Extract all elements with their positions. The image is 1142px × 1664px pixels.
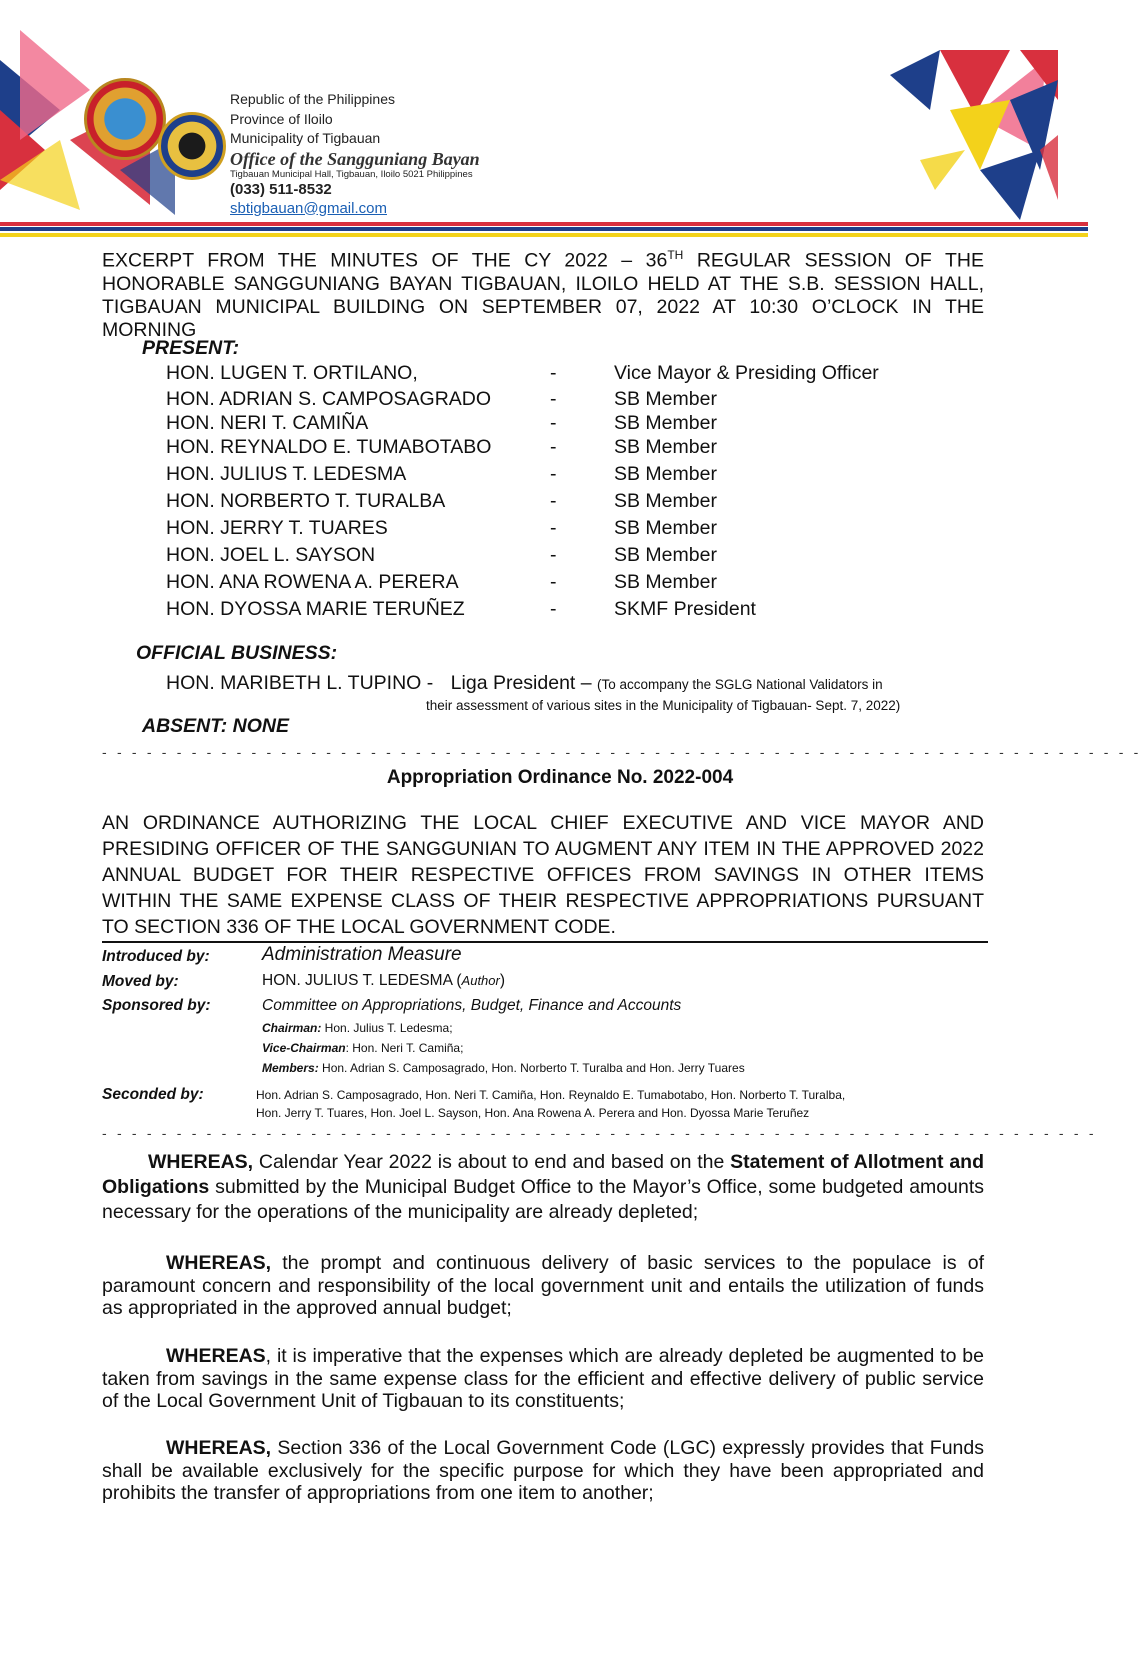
whereas-clause-2	[102, 1252, 984, 1320]
member-role: SKMF President	[614, 598, 756, 620]
introduced-by-label: Introduced by:	[102, 948, 210, 965]
ordinance-line-4: WITHIN THE SAME EXPENSE CLASS OF THEIR RESPECTIVE APPROPRIATIONS PURSUANT	[102, 890, 984, 912]
whereas-clause-4	[102, 1437, 984, 1505]
whereas-3-text: , it is imperative that the expenses which are already depleted be augmented to be taken from savings in the same expense class for the efficient and effective delivery of public service of the Local Government Unit of Tigbauan to its constituents;	[102, 1345, 984, 1412]
whereas-1-text-2: submitted by the Municipal Budget Office to the Mayor’s Office, some budgeted amounts necessary for the operations of the municipality are already depleted;	[102, 1176, 984, 1223]
seconded-by-line-1: Hon. Adrian S. Camposagrado, Hon. Neri T. Camiña, Hon. Reynaldo E. Tumabotabo, Hon. Norberto T. Turalba,	[256, 1088, 846, 1102]
member-name: HON. NORBERTO T. TURALBA	[166, 490, 446, 512]
whereas-1-text: Calendar Year 2022 is about to end and based on the	[253, 1151, 731, 1173]
member-role: SB Member	[614, 544, 717, 566]
stripe-blue	[0, 227, 1088, 231]
present-label: PRESENT:	[142, 337, 240, 359]
member-name: HON. ADRIAN S. CAMPOSAGRADO	[166, 388, 492, 410]
whereas-4-text: Section 336 of the Local Government Code (LGC) expressly provides that Funds shall be available exclusively for the specific purpose for which they have been appropriated and prohibits the transfer of appropriations from one item to another;	[102, 1437, 984, 1504]
member-role: SB Member	[614, 463, 717, 485]
member-dash: -	[550, 412, 557, 434]
members-label: Members:	[262, 1061, 319, 1075]
letterhead	[230, 90, 480, 218]
excerpt-line-1	[102, 244, 984, 273]
member-role: Vice Mayor & Presiding Officer	[614, 362, 879, 384]
member-name: HON. ANA ROWENA A. PERERA	[166, 571, 459, 593]
member-role: SB Member	[614, 571, 717, 593]
minutes-excerpt	[102, 244, 984, 342]
chairman-value: Hon. Julius T. Ledesma;	[321, 1021, 453, 1035]
whereas-4-lead: WHEREAS,	[166, 1437, 272, 1459]
header-phone: (033) 511-8532	[230, 180, 332, 198]
sponsored-by-value: Committee on Appropriations, Budget, Finance and Accounts	[262, 997, 682, 1014]
member-name: HON. DYOSSA MARIE TERUÑEZ	[166, 598, 465, 620]
header-right-decoration	[790, 40, 1088, 225]
whereas-1-lead: WHEREAS,	[148, 1151, 254, 1173]
moved-by-close: )	[499, 972, 506, 989]
ordinance-body	[102, 810, 984, 940]
chairman-line	[262, 1021, 453, 1035]
excerpt-ordinal: TH	[667, 248, 684, 262]
member-dash: -	[550, 362, 557, 384]
header-municipality: Municipality of Tigbauan	[230, 130, 381, 146]
members-line	[262, 1061, 745, 1075]
member-role: SB Member	[614, 412, 717, 434]
separator-line: - - - - - - - - - - - - - - - - - - - - - - - - - - - - - - - - - - - - - - - - - - - - - - - - - - - - - - - - - - - - - - - - - - - - - -	[102, 744, 1142, 760]
official-business-note: (To accompany the SGLG National Validators in	[597, 677, 883, 692]
header-province: Province of Iloilo	[230, 110, 333, 127]
excerpt-line-2: HONORABLE SANGGUNIANG BAYAN TIGBAUAN, ILOILO HELD AT THE S.B. SESSION HALL,	[102, 272, 984, 295]
excerpt-line-1-end: REGULAR SESSION OF THE	[683, 249, 984, 272]
excerpt-line-4: MORNING	[102, 318, 197, 341]
member-role: SB Member	[614, 490, 717, 512]
whereas-3-lead: WHEREAS	[166, 1345, 266, 1367]
moved-by-name: HON. JULIUS T. LEDESMA (	[262, 972, 462, 989]
member-dash: -	[550, 490, 557, 512]
member-dash: -	[550, 571, 557, 593]
introduced-by-value: Administration Measure	[262, 944, 462, 965]
official-business-entry	[166, 672, 883, 695]
whereas-1-bold: Statement of Allotment and Obligations	[102, 1151, 984, 1198]
header-email-link[interactable]: sbtigbauan@gmail.com	[230, 199, 387, 217]
official-business-role: Liga President –	[450, 672, 592, 694]
member-role: SB Member	[614, 517, 717, 539]
vice-chairman-label: Vice-Chairman	[262, 1041, 346, 1055]
moved-by-author: Author	[461, 973, 500, 988]
header-address: Tigbauan Municipal Hall, Tigbauan, Iloilo 5021 Philippines	[230, 168, 473, 180]
header-office: Office of the Sangguniang Bayan	[230, 148, 480, 169]
vice-chairman-value: : Hon. Neri T. Camiña;	[345, 1041, 464, 1055]
municipality-seal	[84, 78, 166, 160]
horizontal-rule	[102, 941, 988, 943]
member-dash: -	[550, 544, 557, 566]
ordinance-line-5: TO SECTION 336 OF THE LOCAL GOVERNMENT CODE.	[102, 916, 616, 938]
member-dash: -	[550, 463, 557, 485]
official-business-label: OFFICIAL BUSINESS:	[136, 642, 338, 664]
header-country: Republic of the Philippines	[230, 91, 395, 107]
sponsored-by-label: Sponsored by:	[102, 997, 211, 1014]
official-business-note-cont: their assessment of various sites in the Municipality of Tigbauan- Sept. 7, 2022)	[426, 698, 901, 713]
stripe-yellow	[0, 233, 1088, 237]
sangguniang-bayan-seal	[158, 112, 226, 180]
official-business-name: HON. MARIBETH L. TUPINO -	[166, 672, 434, 694]
member-name: HON. REYNALDO E. TUMABOTABO	[166, 436, 492, 458]
chairman-label: Chairman:	[262, 1021, 322, 1035]
member-name: HON. LUGEN T. ORTILANO,	[166, 362, 418, 384]
ordinance-title: Appropriation Ordinance No. 2022-004	[386, 767, 734, 788]
member-name: HON. JULIUS T. LEDESMA	[166, 463, 407, 485]
ordinance-line-2: PRESIDING OFFICER OF THE SANGGUNIAN TO AUGMENT ANY ITEM IN THE APPROVED 2022	[102, 838, 984, 860]
absent-label: ABSENT: NONE	[142, 715, 289, 737]
members-value: Hon. Adrian S. Camposagrado, Hon. Norberto T. Turalba and Hon. Jerry Tuares	[318, 1061, 745, 1075]
separator-line-2: - - - - - - - - - - - - - - - - - - - - - - - - - - - - - - - - - - - - - - - - - - - - - - - - - - - - - - - - - - - - - - - - - - -	[102, 1125, 1097, 1141]
whereas-2-text: the prompt and continuous delivery of basic services to the populace is of paramount concern and responsibility of the local government unit and entails the utilization of funds as appropriated in the approved annual budget;	[102, 1252, 984, 1319]
ordinance-line-3: ANNUAL BUDGET FOR THEIR RESPECTIVE OFFICES FROM SAVINGS IN OTHER ITEMS	[102, 864, 984, 886]
excerpt-line-3: TIGBAUAN MUNICIPAL BUILDING ON SEPTEMBER 07, 2022 AT 10:30 O’CLOCK IN THE	[102, 295, 984, 318]
member-name: HON. NERI T. CAMIÑA	[166, 412, 369, 434]
seconded-by-line-2: Hon. Jerry T. Tuares, Hon. Joel L. Sayson, Hon. Ana Rowena A. Perera and Hon. Dyossa Marie Teruñez	[256, 1106, 810, 1120]
whereas-clause-1	[102, 1150, 984, 1225]
ordinance-line-1: AN ORDINANCE AUTHORIZING THE LOCAL CHIEF EXECUTIVE AND VICE MAYOR AND	[102, 812, 984, 834]
seconded-by-label: Seconded by:	[102, 1086, 204, 1103]
member-dash: -	[550, 517, 557, 539]
vice-chairman-line	[262, 1041, 463, 1055]
member-dash: -	[550, 598, 557, 620]
whereas-clause-3	[102, 1345, 984, 1413]
member-role: SB Member	[614, 388, 717, 410]
whereas-2-lead: WHEREAS,	[166, 1252, 272, 1274]
member-dash: -	[550, 388, 557, 410]
moved-by-value	[262, 972, 505, 990]
excerpt-line-1-start: EXCERPT FROM THE MINUTES OF THE CY 2022 – 36	[102, 249, 668, 272]
member-name: HON. JERRY T. TUARES	[166, 517, 388, 539]
member-name: HON. JOEL L. SAYSON	[166, 544, 376, 566]
moved-by-label: Moved by:	[102, 973, 179, 990]
stripe-red	[0, 222, 1088, 226]
member-role: SB Member	[614, 436, 717, 458]
member-dash: -	[550, 436, 557, 458]
